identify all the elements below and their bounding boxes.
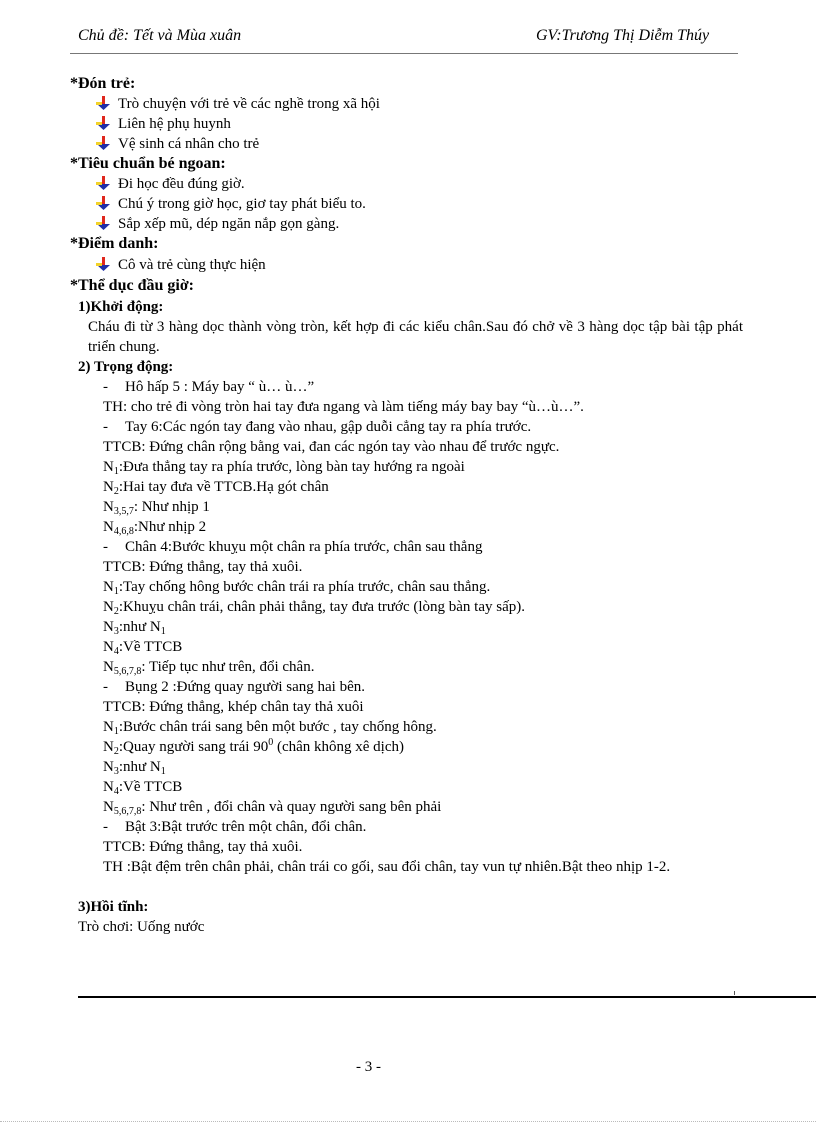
exercise-bung (103, 677, 365, 697)
step-label: N (103, 499, 114, 515)
step-ref-subscript: 1 (160, 626, 166, 637)
step-line (103, 777, 182, 797)
step-line (103, 617, 166, 637)
step-label: N (103, 579, 114, 595)
section-title-diem-danh: *Điểm danh: (70, 235, 159, 252)
section-title-the-duc: *Thể dục đầu giờ: (70, 277, 194, 294)
step-ref-label: N (149, 619, 161, 635)
exercise-text: Chân 4:Bước khuỵu một chân ra phía trước, chân sau thẳng (125, 539, 483, 555)
list-item (96, 214, 339, 234)
step-label: N (103, 719, 114, 735)
step-text: : Tiếp tục như trên, đổi chân. (141, 659, 315, 675)
section-title-don-tre: *Đón trẻ: (70, 75, 136, 92)
subsection-title-hoi-tinh: 3)Hồi tĩnh: (78, 899, 149, 915)
step-subscript: 3 (113, 766, 119, 777)
step-label: N (103, 619, 114, 635)
exercise-bat-ttcb: TTCB: Đứng thẳng, tay thả xuôi. (103, 839, 303, 855)
step-subscript: 1 (113, 726, 119, 737)
exercise-tay-ttcb: TTCB: Đứng chân rộng bằng vai, đan các ngón tay vào nhau để trước ngực. (103, 439, 560, 455)
dash-marker: - (103, 679, 108, 695)
footer-tick (734, 991, 735, 995)
arrow-bullet-icon (96, 116, 110, 130)
step-text: :như (118, 619, 150, 635)
exercise-chan (103, 537, 482, 557)
step-subscript: 4 (113, 646, 119, 657)
step-label: N (103, 479, 114, 495)
arrow-bullet-icon (96, 96, 110, 110)
exercise-ho-hap-th: TH: cho trẻ đi vòng tròn hai tay đưa ngang và làm tiếng máy bay bay “ù…ù…”. (103, 399, 584, 415)
step-line (103, 717, 437, 737)
step-text: :Về TTCB (118, 639, 183, 655)
subsection-title-trong-dong: 2) Trọng động: (78, 359, 174, 375)
list-item-text: Sắp xếp mũ, dép ngăn nắp gọn gàng. (118, 216, 340, 232)
step-text: :Khuỵu chân trái, chân phải thẳng, tay đưa trước (lòng bàn tay sấp). (118, 599, 525, 615)
exercise-text: Bụng 2 :Đứng quay người sang hai bên. (125, 679, 365, 695)
step-line (103, 757, 166, 777)
step-label: N (103, 639, 114, 655)
step-subscript: 2 (113, 746, 119, 757)
step-line (103, 517, 206, 537)
dash-marker: - (103, 539, 108, 555)
exercise-bung-ttcb: TTCB: Đứng thẳng, khép chân tay thả xuôi (103, 699, 364, 715)
step-text: : Như nhịp 1 (133, 499, 210, 515)
step-line (103, 637, 182, 657)
list-item-text: Cô và trẻ cùng thực hiện (118, 257, 266, 273)
step-label: N (103, 519, 114, 535)
step-text: :Đưa thẳng tay ra phía trước, lòng bàn tay hướng ra ngoài (118, 459, 465, 475)
list-item (96, 134, 259, 154)
header-topic: Chủ đề: Tết và Mùa xuân (78, 27, 242, 44)
step-ref-subscript: 1 (160, 766, 166, 777)
header-teacher: GV:Trương Thị Diễm Thúy (536, 27, 710, 44)
step-line (103, 737, 404, 757)
exercise-ho-hap (103, 377, 314, 397)
step-subscript: 5,6,7,8 (113, 806, 142, 817)
step-text: : Như trên , đổi chân và quay người sang bên phải (141, 799, 442, 815)
step-label: N (103, 659, 114, 675)
arrow-bullet-icon (96, 136, 110, 150)
page-bottom-edge (0, 1121, 816, 1122)
step-subscript: 1 (113, 586, 119, 597)
step-subscript: 4 (113, 786, 119, 797)
step-text: :Tay chống hông bước chân trái ra phía trước, chân sau thẳng. (118, 579, 491, 595)
exercise-chan-ttcb: TTCB: Đứng thẳng, tay thả xuôi. (103, 559, 303, 575)
footer-divider (78, 996, 816, 998)
list-item (96, 94, 380, 114)
list-item (96, 114, 231, 134)
step-label: N (103, 799, 114, 815)
arrow-bullet-icon (96, 176, 110, 190)
arrow-bullet-icon (96, 196, 110, 210)
step-line (103, 797, 441, 817)
list-item-text: Liên hệ phụ huynh (118, 116, 231, 132)
step-subscript: 1 (113, 466, 119, 477)
step-text: :Hai tay đưa về TTCB.Hạ gót chân (118, 479, 329, 495)
step-subscript: 2 (113, 486, 119, 497)
dash-marker: - (103, 419, 108, 435)
step-line (103, 597, 525, 617)
step-text: :Bước chân trái sang bên một bước , tay chống hông. (118, 719, 437, 735)
step-line (103, 497, 210, 517)
step-text: :Quay người sang trái 90 (118, 739, 269, 755)
list-item (96, 194, 366, 214)
paragraph-hoi-tinh: Trò chơi: Uống nước (78, 919, 205, 935)
dash-marker: - (103, 379, 108, 395)
step-text: :Như nhịp 2 (133, 519, 207, 535)
arrow-bullet-icon (96, 216, 110, 230)
step-ref-label: N (149, 759, 161, 775)
step-text-cont: (chân không xê dịch) (273, 739, 405, 755)
exercise-bat-th: TH :Bật đệm trên chân phải, chân trái co gối, sau đổi chân, tay vun tự nhiên.Bật theo nhịp 1-2. (103, 859, 671, 875)
step-label: N (103, 779, 114, 795)
step-subscript: 4,6,8 (113, 526, 134, 537)
step-label: N (103, 599, 114, 615)
step-subscript: 3,5,7 (113, 506, 134, 517)
paragraph-khoi-dong: Cháu đi từ 3 hàng dọc thành vòng tròn, kết hợp đi các kiểu chân.Sau đó chở về 3 hàng dọc tập bài tập phát triển chung. (88, 319, 743, 355)
list-item-text: Trò chuyện với trẻ về các nghề trong xã hội (118, 96, 380, 112)
step-line (103, 477, 329, 497)
list-item (96, 255, 266, 275)
dash-marker: - (103, 819, 108, 835)
exercise-bat (103, 817, 366, 837)
step-line (103, 577, 490, 597)
page-number: - 3 - (356, 1059, 381, 1075)
step-text: :như (118, 759, 150, 775)
list-item-text: Vệ sinh cá nhân cho trẻ (118, 136, 260, 152)
exercise-text: Bật 3:Bật trước trên một chân, đổi chân. (125, 819, 367, 835)
step-subscript: 3 (113, 626, 119, 637)
arrow-bullet-icon (96, 257, 110, 271)
exercise-text: Hô hấp 5 : Máy bay “ ù… ù…” (125, 379, 315, 395)
header-divider (70, 53, 738, 54)
degree-superscript: 0 (268, 737, 274, 748)
list-item (96, 174, 245, 194)
step-label: N (103, 459, 114, 475)
exercise-tay (103, 417, 531, 437)
exercise-text: Tay 6:Các ngón tay đang vào nhau, gập duỗi cẳng tay ra phía trước. (125, 419, 532, 435)
step-text: :Về TTCB (118, 779, 183, 795)
step-label: N (103, 759, 114, 775)
list-item-text: Chú ý trong giờ học, giơ tay phát biểu to. (118, 196, 366, 212)
list-item-text: Đi học đều đúng giờ. (118, 176, 245, 192)
step-label: N (103, 739, 114, 755)
section-title-tieu-chuan: *Tiêu chuẩn bé ngoan: (70, 155, 226, 172)
step-line (103, 657, 314, 677)
step-line (103, 457, 465, 477)
step-subscript: 2 (113, 606, 119, 617)
step-subscript: 5,6,7,8 (113, 666, 142, 677)
subsection-title-khoi-dong: 1)Khởi động: (78, 299, 164, 315)
